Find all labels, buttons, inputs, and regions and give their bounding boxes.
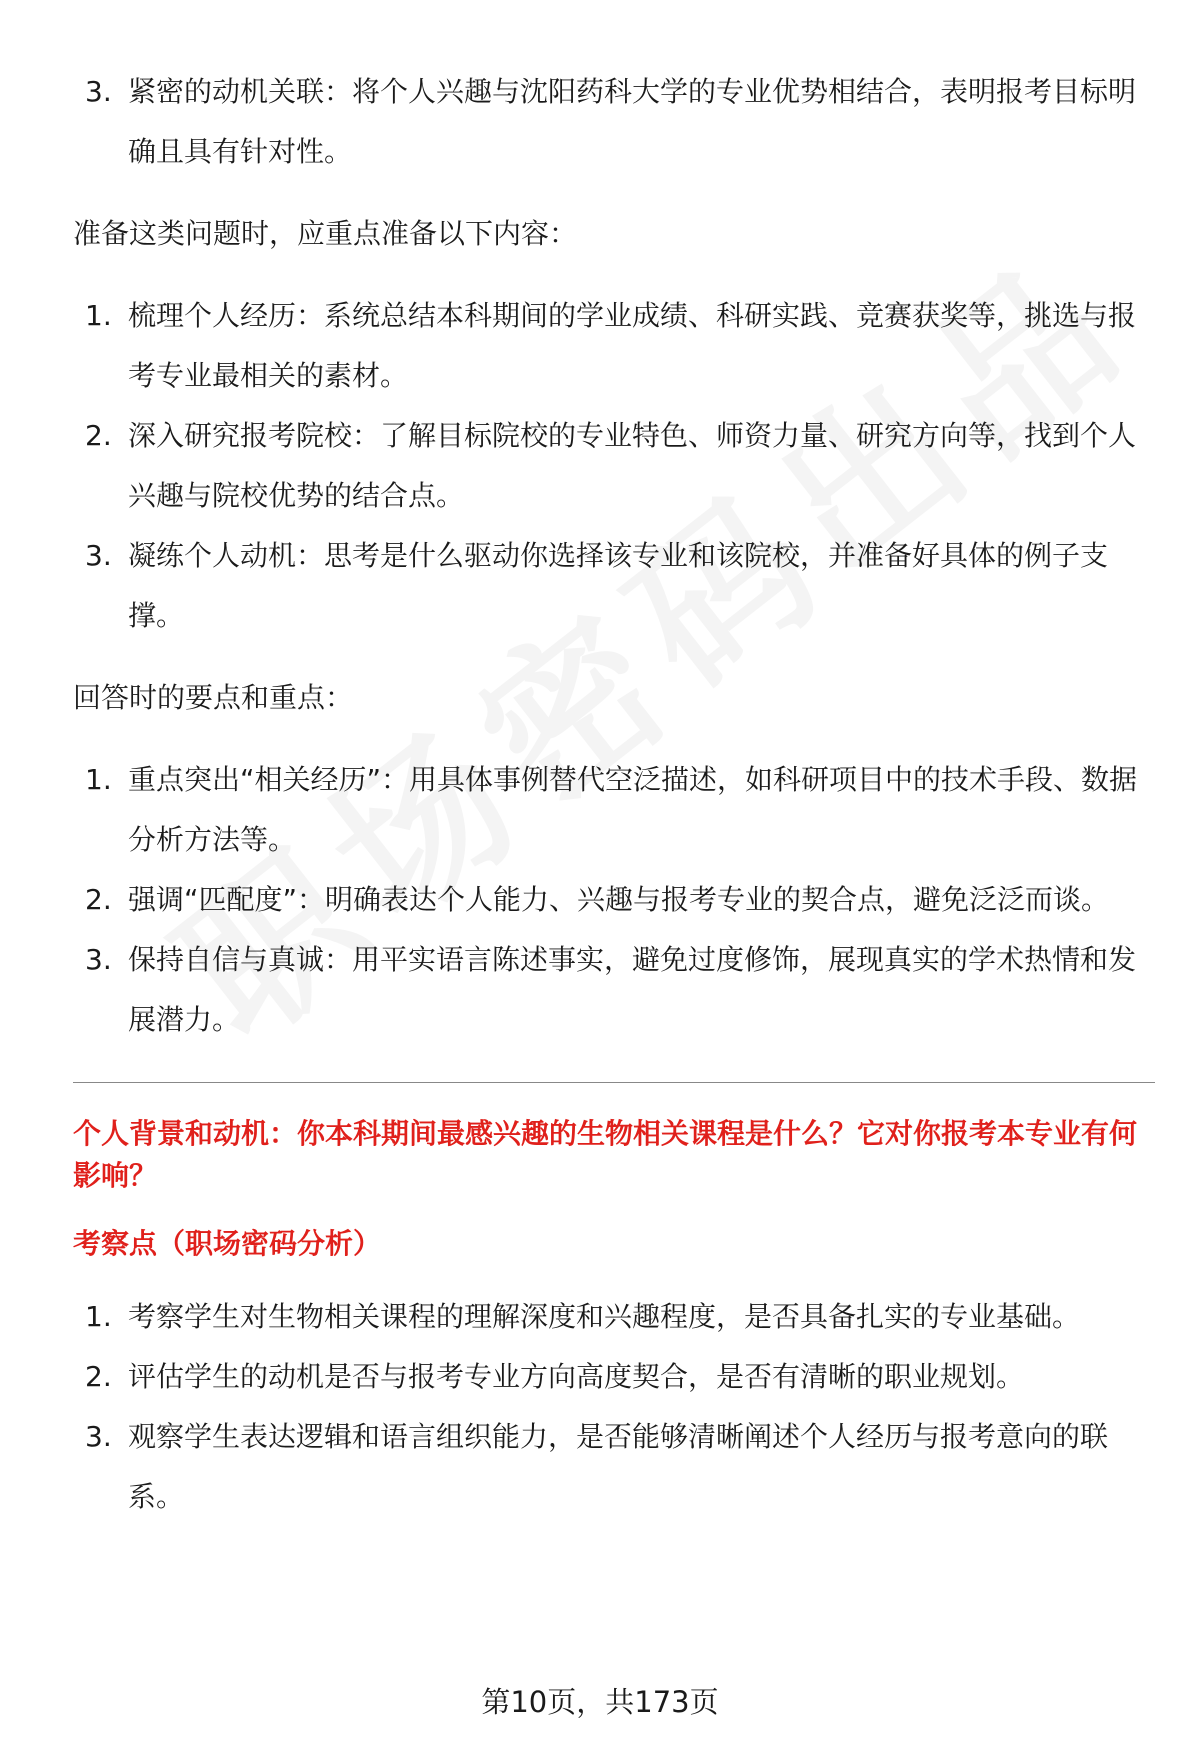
list-number: 3. [85, 1420, 112, 1453]
analysis-list [73, 1287, 1143, 1527]
list-number: 2. [85, 1360, 112, 1393]
list-item [73, 286, 1143, 406]
list-item [73, 1287, 1143, 1347]
list-text: 梳理个人经历：系统总结本科期间的学业成绩、科研实践、竞赛获奖等，挑选与报考专业最相关的素材。 [128, 299, 1137, 392]
list-item [73, 62, 1143, 182]
list-number: 3. [85, 943, 112, 976]
list-number: 2. [85, 883, 112, 916]
list-text: 观察学生表达逻辑和语言组织能力，是否能够清晰阐述个人经历与报考意向的联系。 [128, 1420, 1109, 1513]
list-text: 考察学生对生物相关课程的理解深度和兴趣程度，是否具备扎实的专业基础。 [128, 1300, 1081, 1333]
prep-heading: 准备这类问题时，应重点准备以下内容： [73, 217, 578, 250]
list-number: 3. [85, 539, 112, 572]
list-number: 3. [85, 75, 112, 108]
content-body [73, 62, 1143, 1527]
list-number: 1. [85, 299, 112, 332]
list-item [73, 526, 1143, 646]
list-item [73, 870, 1143, 930]
list-item [73, 1347, 1143, 1407]
list-text: 保持自信与真诚：用平实语言陈述事实，避免过度修饰，展现真实的学术热情和发展潜力。 [128, 943, 1137, 1036]
list-text: 强调“匹配度”：明确表达个人能力、兴趣与报考专业的契合点，避免泛泛而谈。 [128, 883, 1110, 916]
motivation-list [73, 62, 1143, 182]
list-item [73, 1407, 1143, 1527]
list-text: 重点突出“相关经历”：用具体事例替代空泛描述，如科研项目中的技术手段、数据分析方法等。 [128, 763, 1138, 856]
list-number: 1. [85, 1300, 112, 1333]
list-item [73, 750, 1143, 870]
list-number: 2. [85, 419, 112, 452]
list-text: 紧密的动机关联：将个人兴趣与沈阳药科大学的专业优势相结合，表明报考目标明确且具有针对性。 [128, 75, 1137, 168]
question-title: 个人背景和动机：你本科期间最感兴趣的生物相关课程是什么？它对你报考本专业有何影响？ [73, 1117, 1138, 1192]
analysis-subtitle: 考察点（职场密码分析） [73, 1227, 382, 1260]
list-text: 凝练个人动机：思考是什么驱动你选择该专业和该院校，并准备好具体的例子支撑。 [128, 539, 1109, 632]
answer-list [73, 750, 1143, 1050]
list-item [73, 406, 1143, 526]
list-number: 1. [85, 763, 112, 796]
prep-list [73, 286, 1143, 646]
page-number-footer: 第10页，共173页 [481, 1685, 719, 1719]
list-text: 深入研究报考院校：了解目标院校的专业特色、师资力量、研究方向等，找到个人兴趣与院校优势的结合点。 [128, 419, 1137, 512]
list-text: 评估学生的动机是否与报考专业方向高度契合，是否有清晰的职业规划。 [128, 1360, 1025, 1393]
answer-heading: 回答时的要点和重点： [73, 681, 354, 714]
list-item [73, 930, 1143, 1050]
